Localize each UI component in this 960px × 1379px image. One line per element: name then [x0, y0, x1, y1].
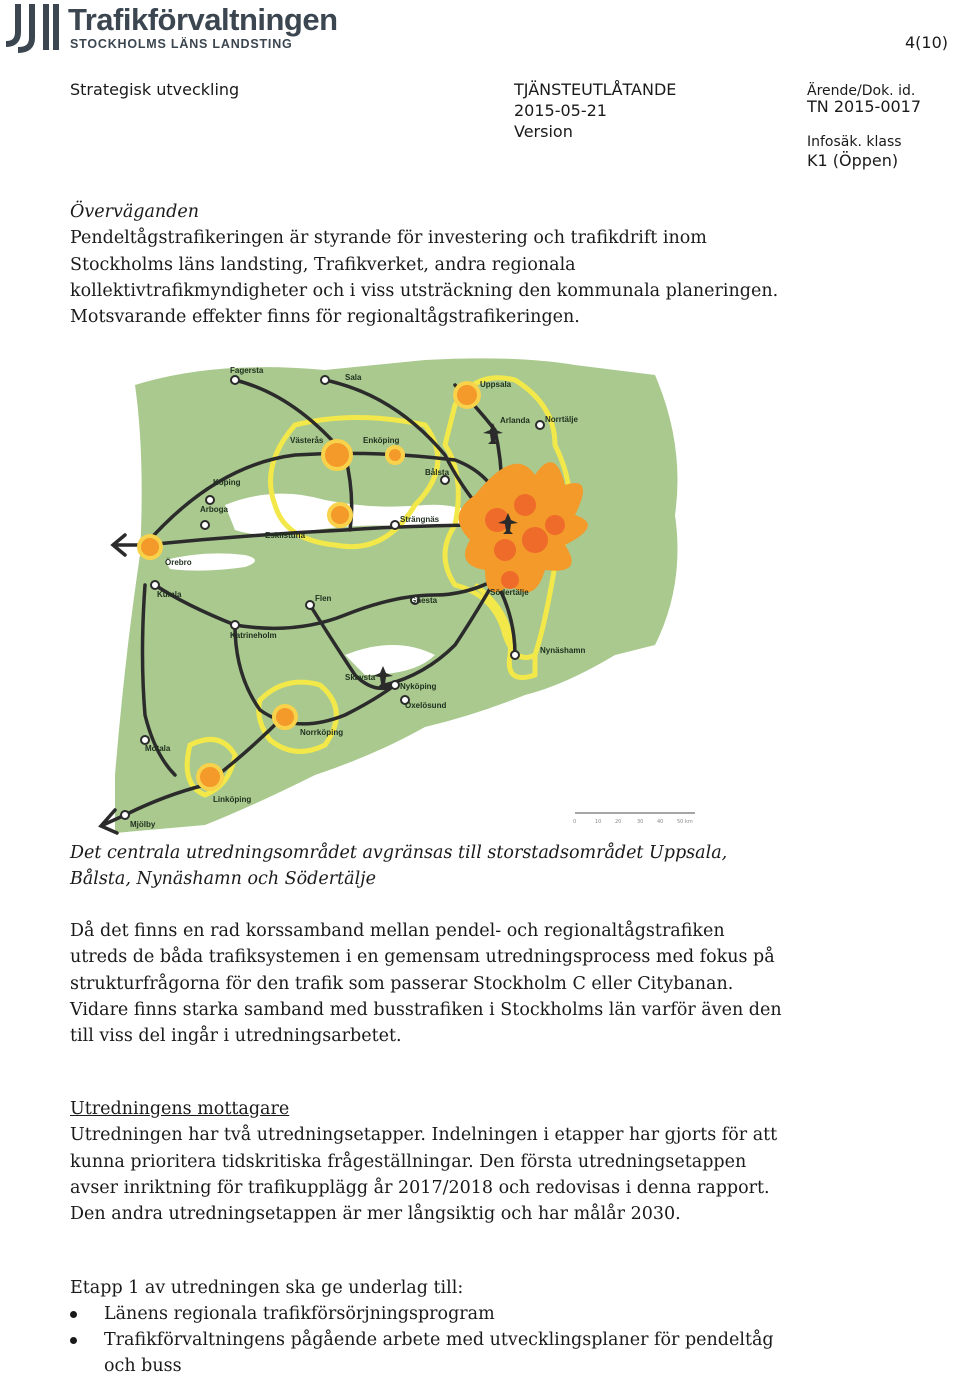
station-marker: [391, 681, 399, 689]
core-node: [514, 494, 536, 516]
body-line: Stockholms läns landsting, Trafikverket, andra regionala: [70, 254, 576, 275]
city-label: Bålsta: [425, 468, 450, 477]
bullet-text-continued: och buss: [104, 1356, 182, 1376]
city-label: Arlanda: [500, 416, 530, 425]
core-node: [522, 527, 548, 553]
doc-type: TJÄNSTEUTLÅTANDE: [514, 80, 677, 99]
station-marker: [121, 811, 129, 819]
city-label: Västerås: [290, 436, 324, 445]
station-marker: [231, 621, 239, 629]
body-line: kollektivtrafikmyndigheter och i viss utsträckning den kommunala planeringen.: [70, 280, 779, 301]
city-label: Mjölby: [130, 820, 156, 829]
organization-logo: [4, 2, 338, 54]
city-label: Katrineholm: [230, 631, 277, 640]
station-marker: [141, 736, 149, 744]
station-marker: [151, 581, 159, 589]
city-label: Gnesta: [410, 596, 438, 605]
station-marker: [231, 376, 239, 384]
paragraph-korssamband: [70, 918, 782, 1049]
city-label: Norrköping: [300, 728, 344, 737]
logo-subtitle: STOCKHOLMS LÄNS LANDSTING: [70, 37, 293, 51]
section-overvaganden: [70, 199, 778, 330]
city-node-norrkoping: [274, 706, 296, 728]
bullet-text: Länens regionala trafikförsörjningsprogram: [104, 1304, 495, 1324]
city-label: Arboga: [200, 505, 228, 514]
scale-label: 0: [573, 819, 577, 825]
caption-line: Bålsta, Nynäshamn och Södertälje: [70, 869, 376, 890]
city-node-orebro: [139, 536, 161, 558]
city-label: Köping: [213, 478, 241, 487]
city-node-linkoping: [198, 765, 222, 789]
body-line: Pendeltågstrafikeringen är styrande för investering och trafikdrift inom: [70, 228, 707, 249]
city-label: Sala: [345, 373, 362, 382]
city-label: Södertälje: [490, 588, 529, 597]
city-label: Flen: [315, 594, 332, 603]
station-marker: [306, 601, 314, 609]
city-label: Motala: [145, 744, 171, 753]
body-line: Vidare finns starka samband med busstrafiken i Stockholms län varför även den: [70, 999, 782, 1020]
bullet-icon: [70, 1337, 77, 1344]
station-marker: [536, 421, 544, 429]
body-line: avser inriktning för trafikupplägg år 2017/2018 och redovisas i denna rapport.: [70, 1177, 770, 1198]
city-label: Kumla: [157, 590, 182, 599]
core-node: [501, 571, 519, 589]
station-marker: [321, 376, 329, 384]
body-line: Den andra utredningsetappen är mer långsiktig och har målår 2030.: [70, 1204, 681, 1225]
station-marker: [206, 496, 214, 504]
core-node: [494, 539, 516, 561]
version-label: Version: [514, 122, 573, 141]
etapp-intro: Etapp 1 av utredningen ska ge underlag till:: [70, 1278, 464, 1298]
body-line: strukturfrågorna för den trafik som passerar Stockholm C eller Citybanan.: [70, 973, 734, 994]
case-label: Ärende/Dok. id.: [807, 83, 916, 99]
city-label: Örebro: [165, 558, 192, 567]
station-marker: [201, 521, 209, 529]
city-label: Oxelösund: [405, 701, 447, 710]
city-node-vasteras: [323, 441, 351, 469]
city-label: Nyköping: [400, 682, 437, 691]
station-marker: [391, 521, 399, 529]
city-label: Strängnäs: [400, 515, 440, 524]
city-label: Enköping: [363, 436, 400, 445]
infosec-label: Infosäk. klass: [807, 134, 902, 150]
case-id: TN 2015-0017: [807, 97, 922, 116]
caption-line: Det centrala utredningsområdet avgränsas till storstadsområdet Uppsala,: [70, 843, 728, 863]
city-label: Uppsala: [480, 380, 512, 389]
station-marker: [511, 651, 519, 659]
body-line: utreds de båda trafiksystemen i en gemensam utredningsprocess med fokus på: [70, 947, 775, 968]
body-line: kunna prioritera tidskritiska frågeställningar. Den första utredningsetappen: [70, 1151, 747, 1172]
section-heading: Överväganden: [70, 202, 200, 222]
scale-label: 30: [637, 819, 644, 825]
body-line: Motsvarande effekter finns för regionaltågstrafikeringen.: [70, 307, 580, 328]
city-node-enkoping: [387, 447, 403, 463]
body-line: Utredningen har två utredningsetapper. Indelningen i etapper har gjorts för att: [70, 1125, 778, 1146]
scale-label: 40: [657, 819, 664, 825]
city-node-uppsala: [455, 383, 479, 407]
scale-label: 20: [615, 819, 622, 825]
bullet-text: Trafikförvaltningens pågående arbete med utvecklingsplaner för pendeltåg: [104, 1330, 774, 1350]
page-number: 4(10): [905, 33, 949, 52]
city-label: Norrtälje: [545, 415, 578, 424]
scale-label: 10: [595, 819, 602, 825]
bullet-icon: [70, 1311, 77, 1318]
logo-name: Trafikförvaltningen: [68, 2, 338, 37]
section-mottagare: [70, 1096, 777, 1227]
city-label: Eskilstuna: [265, 531, 306, 540]
city-label: Nynäshamn: [540, 646, 586, 655]
scale-label: 50 km: [677, 819, 693, 825]
section-heading: Utredningens mottagare: [70, 1099, 290, 1119]
doc-date: 2015-05-21: [514, 101, 607, 120]
department-label: Strategisk utveckling: [70, 80, 240, 99]
city-label: Fagersta: [230, 366, 264, 375]
body-line: Då det finns en rad korssamband mellan pendel- och regionaltågstrafiken: [70, 921, 725, 941]
body-line: till viss del ingår i utredningsarbetet.: [70, 1026, 402, 1047]
map-caption: [70, 840, 727, 893]
city-node-eskilstuna: [329, 504, 351, 526]
station-marker: [441, 476, 449, 484]
infosec-value: K1 (Öppen): [807, 151, 899, 170]
core-node: [545, 515, 565, 535]
city-label: Linköping: [213, 795, 252, 804]
logo-mark-icon: [4, 2, 64, 54]
city-label: Skavsta: [345, 673, 376, 682]
regional-rail-map: [95, 355, 715, 835]
